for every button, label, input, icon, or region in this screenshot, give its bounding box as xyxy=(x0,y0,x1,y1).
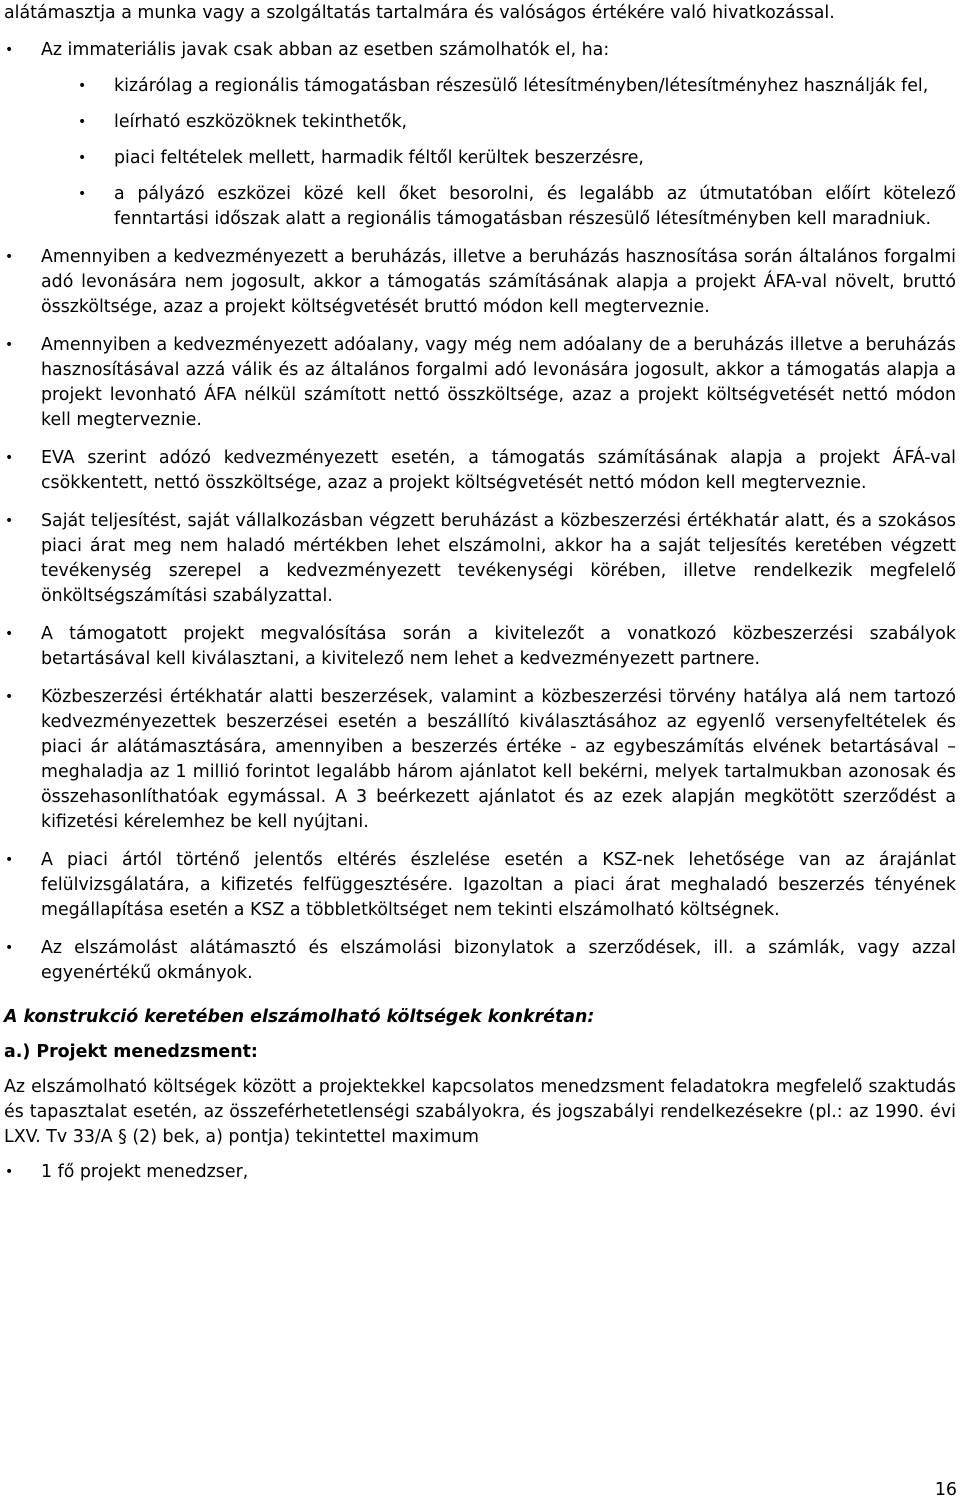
list-item: • Saját teljesítést, saját vállalkozásban végzett beruházást a közbeszerzési értékhatár alatt, és a szokásos piaci árat meg nem haladó mértékben lehet elszámolni, akkor ha a saját teljesítés keretében végzett tevékenység szerepel a kedvezményezett tevékenységi körében, illetve rendelkezik megfelelő önköltségszámítási szabályzattal. xyxy=(4,509,956,609)
page-number: 16 xyxy=(934,1480,957,1500)
sub-list-item: • leírható eszközöknek tekinthetők, xyxy=(41,110,956,135)
list-item xyxy=(4,38,956,232)
sub-list-item: • a pályázó eszközei közé kell őket besorolni, és legalább az útmutatóban előírt kötelező fenntartási időszak alatt a regionális támogatásban részesülő létesítményben kell maradniuk. xyxy=(41,182,956,232)
sub-list-item: • piaci feltételek mellett, harmadik féltől kerültek beszerzésre, xyxy=(41,146,956,171)
list-item: • 1 fő projekt menedzser, xyxy=(4,1160,956,1185)
document-page xyxy=(4,0,956,1185)
conditions-list xyxy=(4,38,956,986)
manager-list xyxy=(4,1160,956,1185)
sub-list-item: • kizárólag a regionális támogatásban részesülő létesítményben/létesítményhez használják fel, xyxy=(41,74,956,99)
list-item: • EVA szerint adózó kedvezményezett esetén, a támogatás számításának alapja a projekt ÁFÁ-val csökkentett, nettó összköltsége, azaz a projekt költségvetését nettó módon kell megterveznie. xyxy=(4,446,956,496)
body-paragraph: Az elszámolható költségek között a projektekkel kapcsolatos menedzsment feladatokra megfelelő szaktudás és tapasztalat esetén, az összeférhetetlenségi szabályokra, és jogszabályi rendelkezésekre (pl.: az 1990. évi LXV. Tv 33/A § (2) bek, a) pontja) tekintettel maximum xyxy=(4,1077,956,1147)
list-item: • Az elszámolást alátámasztó és elszámolási bizonylatok a szerződések, ill. a számlák, vagy azzal egyenértékű okmányok. xyxy=(4,936,956,986)
list-item: • A támogatott projekt megvalósítása során a kivitelezőt a vonatkozó közbeszerzési szabályok betartásával kell kiválasztani, a kivitelező nem lehet a kedvezményezett partnere. xyxy=(4,622,956,672)
continuation-text: alátámasztja a munka vagy a szolgáltatás tartalmára és valóságos értékére való hivatkozással. xyxy=(4,3,835,23)
list-item: • Amennyiben a kedvezményezett adóalany, vagy még nem adóalany de a beruházás illetve a beruházás hasznosításával azzá válik és az általános forgalmi adó levonására jogosult, akkor a támogatás alapja a projekt levonható ÁFA nélkül számított nettó összköltsége, azaz a projekt költségvetését nettó módon kell megterveznie. xyxy=(4,333,956,433)
list-item-text: Az immateriális javak csak abban az esetben számolhatók el, ha: xyxy=(41,40,610,60)
intangible-conditions-list xyxy=(41,74,956,232)
list-item: • Amennyiben a kedvezményezett a beruházás, illetve a beruházás hasznosítása során általános forgalmi adó levonására nem jogosult, akkor a támogatás számításának alapja a projekt ÁFA-val növelt, bruttó összköltsége, azaz a projekt költségvetését bruttó módon kell megterveznie. xyxy=(4,245,956,320)
list-item: • Közbeszerzési értékhatár alatti beszerzések, valamint a közbeszerzési törvény hatálya alá nem tartozó kedvezményezettek beszerzései esetén a beszállító kiválasztásához az egyenlő versenyfeltételek és piaci ár alátámasztására, amennyiben a beszerzés értéke - az egybeszámítás elvének betartásával – meghaladja az 1 millió forintot legalább három ajánlatot kell bekérni, melyek tartalmukban azonosak és összehasonlíthatóak egymással. A 3 beérkezett ajánlatot és az ezek alapján megkötött szerződést a kifizetési kérelemhez be kell nyújtani. xyxy=(4,685,956,835)
section-heading: A konstrukció keretében elszámolható költségek konkrétan: xyxy=(4,1007,595,1027)
subsection-heading: a.) Projekt menedzsment: xyxy=(4,1042,258,1062)
list-item: • A piaci ártól történő jelentős eltérés észlelése esetén a KSZ-nek lehetősége van az árajánlat felülvizsgálatára, a kifizetés felfüggesztésére. Igazoltan a piaci árat meghaladó beszerzés tényének megállapítása esetén a KSZ a többletköltséget nem tekinti elszámolható költségnek. xyxy=(4,848,956,923)
